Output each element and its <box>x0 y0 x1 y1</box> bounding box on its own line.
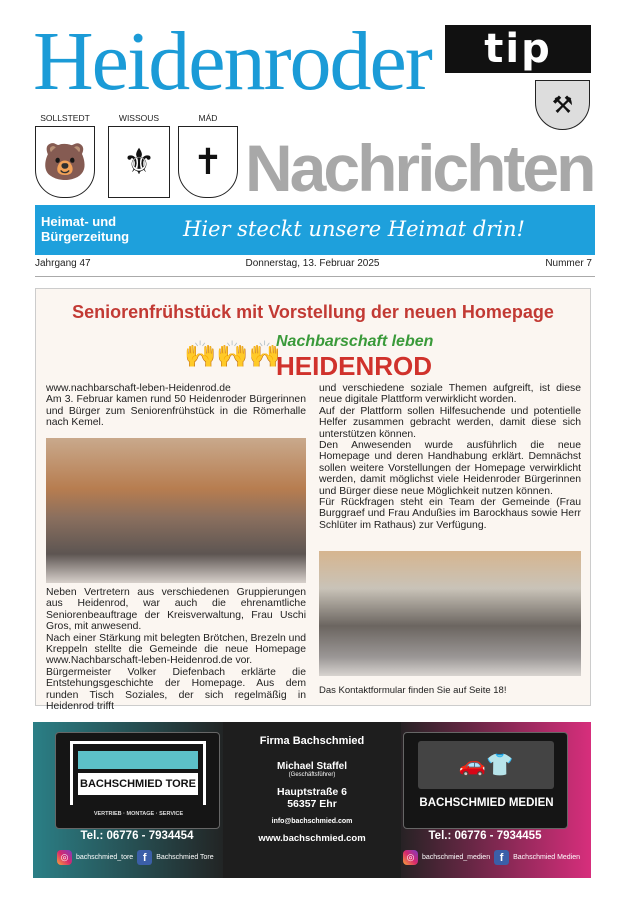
facebook-handle[interactable]: Bachschmied Medien <box>513 854 581 861</box>
instagram-handle[interactable]: bachschmied_medien <box>422 854 491 861</box>
social-links <box>403 850 580 865</box>
instagram-icon: ◎ <box>403 850 418 865</box>
town-label: MÁD <box>198 113 218 123</box>
heidenrod-coat-of-arms-icon: ⚒ <box>535 80 590 130</box>
article-text: www.nachbarschaft-leben-Heidenrod.de Am 3. Februar kamen rund 50 Heidenroder Bürgerinnen und Bürger zum Seniorenfrühstück in die Römerhalle nach Kemel. <box>46 383 306 429</box>
social-links <box>57 850 214 865</box>
website[interactable]: www.bachschmied.com <box>258 833 366 844</box>
article-text: Neben Vertretern aus verschiedenen Gruppierungen aus Heidenrod, war auch die ehrenamtliche Seniorenbeauftrage der Kreisverwaltung, Frau Uschi Gros, mit anwesend. Nach einer Stärkung mit belegten Brötchen, Brezeln und Kreppeln stellte die Gemeinde die neue Homepage www.Nachbarschaft-leben-Heidenrod.de vor. Bürgermeister Volker Diefenbach erklärte die Entstehungsgeschichte der Homepage. Aus dem runden Tisch Soziales, der sich regelmäßig in Heidenrod trifft <box>46 587 306 713</box>
wissous-crest-icon: ⚜ <box>108 126 170 198</box>
role: (Geschäftsführer) <box>288 772 336 778</box>
article-text: und verschiedene soziale Themen aufgreift, ist diese neue digitale Plattform verwirklicht worden. Auf der Plattform sollen Hilfesuchende und potentielle Helfer zusammen gebracht werden, damit diese sich unterstützen können. Den Anwesenden wurde ausführlich die neue Homepage und deren Handhabung erklärt. Demnächst sollen weitere Vorstellungen der Homepage verwirklicht werden, damit möglichst viele Heidenroder Bürgerinnen und Bürger diese neue Möglichkeit nutzen können. Für Rückfragen steht ein Team der Gemeinde (Frau Burggraef und Frau Andußies im Barockhaus sowie Herr Schlüter im Rathaus) zur Verfügung. <box>319 383 581 531</box>
people-icon: 🙌🙌🙌 <box>184 339 282 369</box>
brand-name: BACHSCHMIED MEDIEN <box>419 797 554 809</box>
tip-logo: tip <box>445 25 591 73</box>
issue-date: Donnerstag, 13. Februar 2025 <box>245 258 380 269</box>
subtitle-line: Bürgerzeitung <box>41 229 130 244</box>
tore-logo <box>55 732 220 829</box>
medien-logo <box>403 732 568 829</box>
issue-number: Nummer 7 <box>545 258 592 269</box>
masthead-title: Heidenroder <box>33 15 431 108</box>
masthead-band <box>35 205 595 255</box>
city: 56357 Ehr <box>287 798 337 810</box>
instagram-icon: ◎ <box>57 850 72 865</box>
contact-block <box>223 722 401 878</box>
company: Firma Bachschmied <box>259 735 365 747</box>
services-icon: 🚗👕 <box>418 741 554 789</box>
person: Michael Staffel <box>276 761 348 772</box>
masthead-subtitle: Nachrichten <box>245 131 594 205</box>
volume: Jahrgang 47 <box>35 258 91 269</box>
photo-caption: Das Kontaktformular finden Sie auf Seite 18! <box>319 685 507 696</box>
logo-line: HEIDENROD <box>276 351 433 381</box>
phone: Tel.: 06776 - 7934455 <box>428 830 542 842</box>
logo-line: Nachbarschaft leben <box>276 333 434 350</box>
tagline: VERTRIEB · MONTAGE · SERVICE <box>93 811 184 817</box>
town-label: SOLLSTEDT <box>40 113 90 123</box>
mad-crest-icon: ✝ <box>178 126 238 198</box>
instagram-handle[interactable]: bachschmied_tore <box>76 854 134 861</box>
phone: Tel.: 06776 - 7934454 <box>80 830 194 842</box>
facebook-icon: f <box>137 850 152 865</box>
divider <box>35 276 595 277</box>
event-photo <box>46 438 306 583</box>
event-photo <box>319 551 581 676</box>
street: Hauptstraße 6 <box>276 786 348 798</box>
sollstedt-crest-icon: 🐻 <box>35 126 95 198</box>
slogan: Hier steckt unsere Heimat drin! <box>183 217 525 241</box>
advertisement <box>33 722 591 878</box>
nachbarschaft-logo <box>184 333 454 383</box>
brand-name: BACHSCHMIED TORE <box>78 773 198 795</box>
town-label: WISSOUS <box>118 113 160 123</box>
headline: Seniorenfrühstück mit Vorstellung der neuen Homepage <box>72 302 554 322</box>
facebook-icon: f <box>494 850 509 865</box>
facebook-handle[interactable]: Bachschmied Tore <box>156 854 214 861</box>
article <box>35 288 591 713</box>
subtitle-line: Heimat- und <box>41 214 117 229</box>
email[interactable]: info@bachschmied.com <box>271 818 353 825</box>
